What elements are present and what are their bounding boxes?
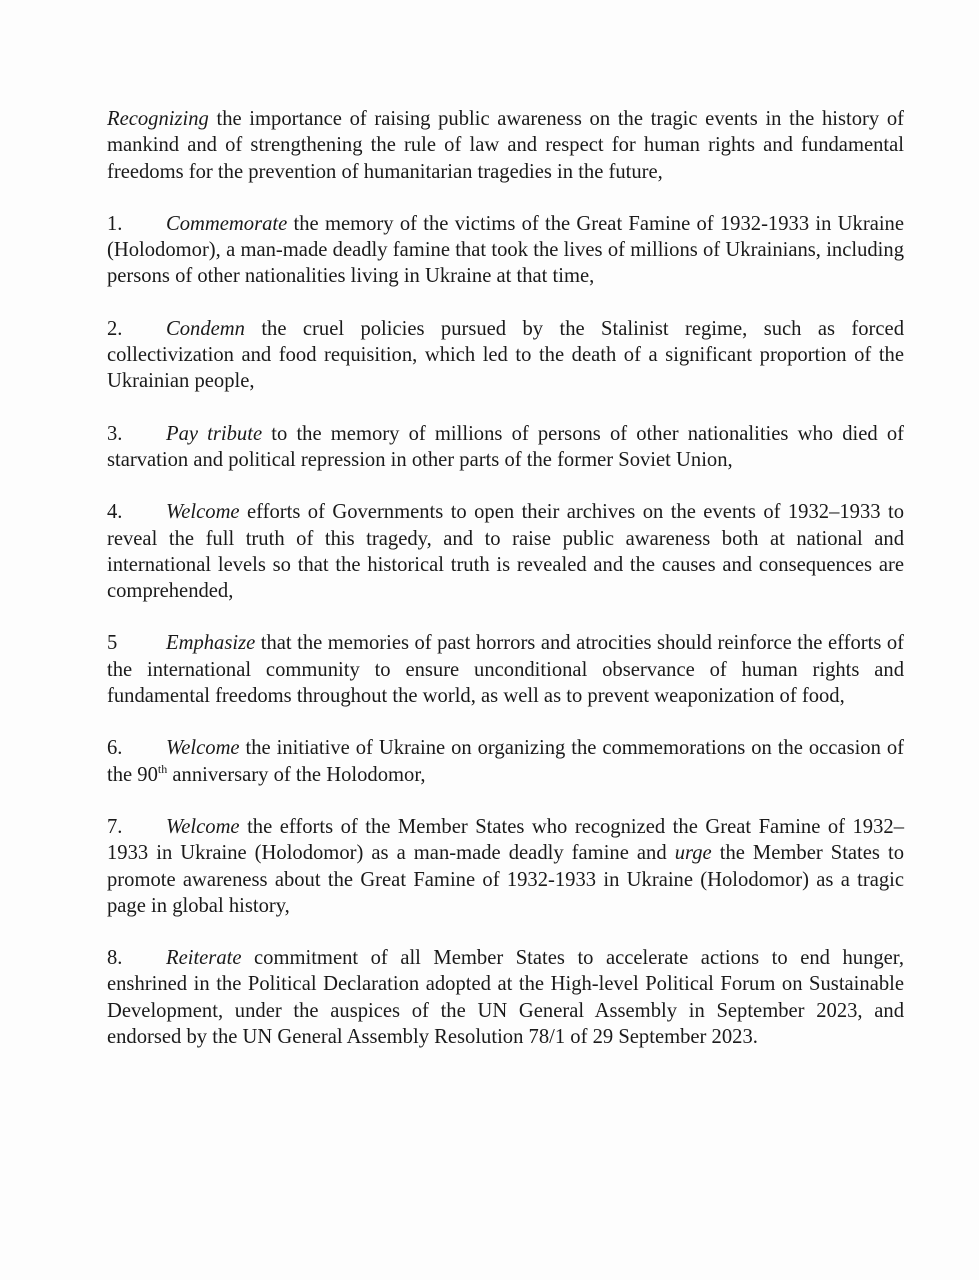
- paragraph-text: the cruel policies pursued by the Stalinist regime, such as forced collectivization and food requisition, which led to the death of a significant proportion of the Ukrainian people,: [107, 317, 904, 393]
- operative-paragraph-6: [107, 735, 904, 788]
- paragraph-text: the efforts of the Member States who recognized the Great Famine of 1932–1933 in Ukraine (Holodomor) as a man-made deadly famine and: [107, 815, 904, 865]
- paragraph-text-continued: anniversary of the Holodomor,: [167, 763, 426, 786]
- paragraph-text: the initiative of Ukraine on organizing the commemorations on the occasion of the 90: [107, 737, 904, 786]
- paragraph-text: the memory of the victims of the Great Famine of 1932-1933 in Ukraine (Holodomor), a man-made deadly famine that took the lives of millions of Ukrainians, including persons of other nationalities living in Ukraine at that time,: [107, 212, 904, 288]
- paragraph-verb: Pay tribute: [166, 422, 263, 445]
- paragraph-number: 3.: [107, 422, 123, 445]
- paragraph-verb: Welcome: [166, 501, 240, 524]
- paragraph-verb: Reiterate: [166, 947, 242, 970]
- operative-paragraph-7: [107, 814, 904, 919]
- paragraph-verb: Welcome: [166, 815, 240, 838]
- operative-paragraph-3: [107, 421, 904, 474]
- operative-paragraph-2: [107, 316, 904, 395]
- paragraph-number: 6.: [107, 737, 123, 760]
- paragraph-verb: Commemorate: [166, 212, 288, 235]
- paragraph-text: to the memory of millions of persons of other nationalities who died of starvation and political repression in other parts of the former Soviet Union,: [107, 422, 904, 471]
- paragraph-number: 1.: [107, 212, 123, 235]
- paragraph-number: 7.: [107, 815, 123, 838]
- paragraph-verb: Emphasize: [166, 632, 256, 655]
- paragraph-number: 2.: [107, 317, 123, 340]
- ordinal-superscript: th: [157, 761, 168, 776]
- paragraph-number: 4.: [107, 501, 123, 524]
- paragraph-number: 5: [107, 632, 118, 655]
- operative-paragraph-8: [107, 945, 904, 1050]
- paragraph-text: that the memories of past horrors and atrocities should reinforce the efforts of the international community to ensure unconditional observance of human rights and fundamental freedoms throughout the world, as well as to prevent weaponization of food,: [107, 632, 904, 708]
- resolution-text: [107, 106, 904, 1076]
- paragraph-number: 8.: [107, 947, 123, 970]
- preamble-paragraph: [107, 106, 904, 185]
- operative-paragraph-1: [107, 211, 904, 290]
- preamble-verb: Recognizing: [107, 108, 209, 130]
- preamble-text: the importance of raising public awareness on the tragic events in the history of mankind and of strengthening the rule of law and respect for human rights and fundamental freedoms for the prevention of humanitarian tragedies in the future,: [107, 108, 904, 183]
- paragraph-text: efforts of Governments to open their archives on the events of 1932–1933 to reveal the full truth of this tragedy, and to raise public awareness both at national and international levels so that the historical truth is revealed and the causes and consequences are comprehended,: [107, 501, 904, 603]
- paragraph-text: commitment of all Member States to accelerate actions to end hunger, enshrined in the Political Declaration adopted at the High-level Political Forum on Sustainable Development, under the auspices of the UN General Assembly in September 2023, and endorsed by the UN General Assembly Resolution 78/1 of 29 September 2023.: [107, 947, 904, 1049]
- operative-paragraph-5: [107, 630, 904, 709]
- paragraph-verb-secondary: urge: [674, 842, 712, 865]
- operative-paragraph-4: [107, 499, 904, 604]
- paragraph-verb: Welcome: [166, 737, 240, 760]
- paragraph-text-continued: the Member States to promote awareness about the Great Famine of 1932-1933 in Ukraine (Holodomor) as a tragic page in global history,: [107, 842, 904, 917]
- paragraph-verb: Condemn: [166, 317, 245, 340]
